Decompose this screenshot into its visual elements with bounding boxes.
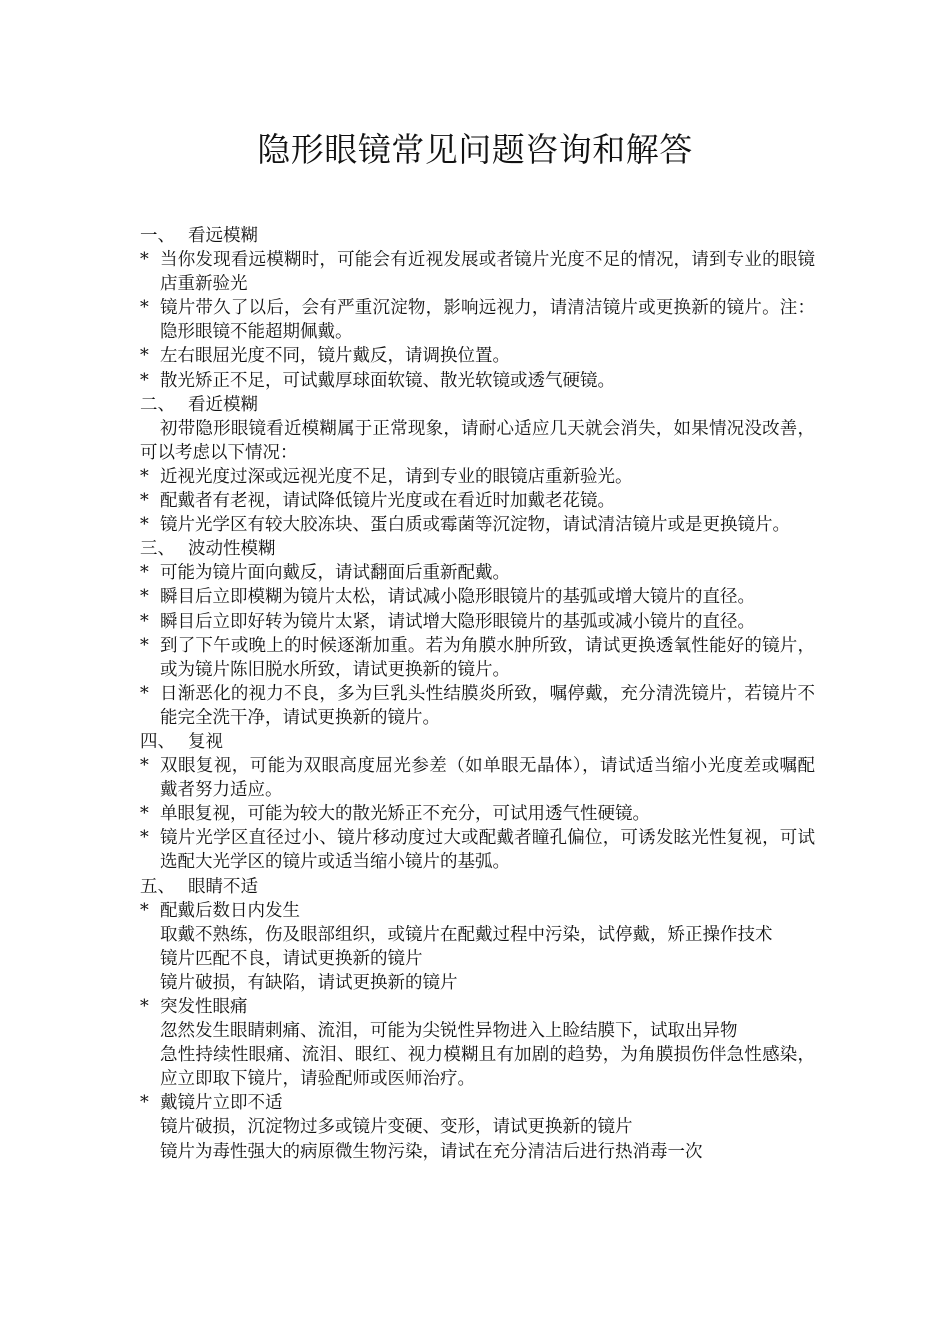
bullet-marker: * <box>140 466 149 487</box>
bullet-item <box>140 899 815 923</box>
sub-line <box>140 1115 815 1139</box>
sub-line <box>140 1140 815 1164</box>
bullet-item <box>140 826 815 874</box>
bullet-item <box>140 465 815 489</box>
bullet-item <box>140 296 815 344</box>
sub-line <box>140 1043 815 1091</box>
bullet-item <box>140 489 815 513</box>
bullet-text: 镜片光学区有较大胶冻块、蛋白质或霉菌等沉淀物，请试清洁镜片或是更换镜片。 <box>160 515 790 536</box>
section-title: 波动性模糊 <box>188 539 276 560</box>
section-heading <box>140 730 815 754</box>
bullet-item <box>140 561 815 585</box>
bullet-item <box>140 248 815 296</box>
section-title: 眼睛不适 <box>188 876 258 897</box>
section-number: 一、 <box>140 226 175 246</box>
sub-line <box>140 971 815 995</box>
bullet-item <box>140 369 815 393</box>
bullet-marker: * <box>140 563 149 584</box>
bullet-marker: * <box>140 515 149 536</box>
section-number: 五、 <box>140 876 175 897</box>
section-title: 复视 <box>188 731 223 752</box>
bullet-marker: * <box>140 491 149 512</box>
sub-line <box>140 923 815 947</box>
sub-line-text: 镜片破损，沉淀物过多或镜片变硬、变形，请试更换新的镜片 <box>160 1117 633 1138</box>
bullet-text: 配戴后数日内发生 <box>160 900 300 921</box>
bullet-item <box>140 995 815 1019</box>
bullet-text: 可能为镜片面向戴反，请试翻面后重新配戴。 <box>160 563 510 584</box>
bullet-marker: * <box>140 900 149 921</box>
bullet-text: 镜片带久了以后，会有严重沉淀物，影响远视力，请清洁镜片或更换新的镜片。注：隐形眼镜不能超期佩戴。 <box>160 298 815 343</box>
bullet-text: 散光矫正不足，可试戴厚球面软镜、散光软镜或透气硬镜。 <box>160 370 615 391</box>
bullet-item <box>140 754 815 802</box>
section-heading <box>140 537 815 561</box>
bullet-text: 单眼复视，可能为较大的散光矫正不充分，可试用透气性硬镜。 <box>160 804 650 825</box>
bullet-text: 当你发现看远模糊时，可能会有近视发展或者镜片光度不足的情况，请到专业的眼镜店重新验光 <box>160 250 815 295</box>
section-intro: 初带隐形眼镜看近模糊属于正常现象，请耐心适应几天就会消失，如果情况没改善，可以考虑以下情况： <box>140 418 815 463</box>
bullet-item <box>140 610 815 634</box>
section-number: 三、 <box>140 539 175 560</box>
bullet-marker: * <box>140 1093 149 1114</box>
bullet-text: 左右眼屈光度不同，镜片戴反，请调换位置。 <box>160 346 510 367</box>
bullet-item <box>140 1091 815 1115</box>
section-heading <box>140 875 815 899</box>
bullet-item <box>140 634 815 682</box>
bullet-marker: * <box>140 587 149 608</box>
document-body <box>140 224 815 1164</box>
sub-line-text: 镜片为毒性强大的病原微生物污染，请试在充分清洁后进行热消毒一次 <box>160 1141 703 1162</box>
bullet-text: 突发性眼痛 <box>160 997 248 1017</box>
bullet-marker: * <box>140 804 149 825</box>
sub-line <box>140 947 815 971</box>
bullet-item <box>140 682 815 730</box>
bullet-item <box>140 802 815 826</box>
sub-line-text: 镜片破损，有缺陷，请试更换新的镜片 <box>160 972 458 993</box>
section-number: 二、 <box>140 394 175 415</box>
bullet-marker: * <box>140 756 149 777</box>
bullet-marker: * <box>140 635 149 656</box>
sub-line-text: 镜片匹配不良，请试更换新的镜片 <box>160 948 423 969</box>
bullet-marker: * <box>140 828 149 849</box>
bullet-marker: * <box>140 298 149 319</box>
bullet-text: 日渐恶化的视力不良，多为巨乳头性结膜炎所致，嘱停戴，充分清洗镜片，若镜片不能完全洗干净，请试更换新的镜片。 <box>160 683 815 728</box>
bullet-marker: * <box>140 370 149 391</box>
section-number: 四、 <box>140 731 175 752</box>
bullet-marker: * <box>140 997 149 1017</box>
bullet-text: 到了下午或晚上的时候逐渐加重。若为角膜水肿所致，请试更换透氧性能好的镜片，或为镜片陈旧脱水所致，请试更换新的镜片。 <box>160 635 815 680</box>
bullet-text: 近视光度过深或远视光度不足，请到专业的眼镜店重新验光。 <box>160 466 633 487</box>
bullet-marker: * <box>140 611 149 632</box>
section-title: 看近模糊 <box>188 394 258 415</box>
bullet-marker: * <box>140 346 149 367</box>
bullet-item <box>140 585 815 609</box>
bullet-marker: * <box>140 250 149 271</box>
bullet-text: 镜片光学区直径过小、镜片移动度过大或配戴者瞳孔偏位，可诱发眩光性复视，可试选配大光学区的镜片或适当缩小镜片的基弧。 <box>160 828 815 873</box>
page-title: 隐形眼镜常见问题咨询和解答 <box>257 130 693 169</box>
bullet-text: 双眼复视，可能为双眼高度屈光参差（如单眼无晶体），请试适当缩小光度差或嘱配戴者努力适应。 <box>160 756 815 801</box>
section-heading <box>140 224 815 248</box>
section-heading <box>140 393 815 417</box>
bullet-text: 戴镜片立即不适 <box>160 1093 283 1114</box>
bullet-marker: * <box>140 683 149 704</box>
sub-line-text: 取戴不熟练，伤及眼部组织，或镜片在配戴过程中污染，试停戴，矫正操作技术 <box>160 924 773 945</box>
bullet-item <box>140 513 815 537</box>
sub-line <box>140 1019 815 1043</box>
section-title: 看远模糊 <box>188 226 258 246</box>
bullet-text: 配戴者有老视，请试降低镜片光度或在看近时加戴老花镜。 <box>160 491 615 512</box>
bullet-text: 瞬目后立即好转为镜片太紧，请试增大隐形眼镜片的基弧或减小镜片的直径。 <box>160 611 755 632</box>
bullet-item <box>140 344 815 368</box>
bullet-text: 瞬目后立即模糊为镜片太松，请试减小隐形眼镜片的基弧或增大镜片的直径。 <box>160 587 755 608</box>
sub-line-text: 急性持续性眼痛、流泪、眼红、视力模糊且有加剧的趋势，为角膜损伤伴急性感染，应立即取下镜片，请验配师或医师治疗。 <box>160 1045 815 1090</box>
sub-line-text: 忽然发生眼睛刺痛、流泪，可能为尖锐性异物进入上睑结膜下，试取出异物 <box>160 1021 738 1042</box>
